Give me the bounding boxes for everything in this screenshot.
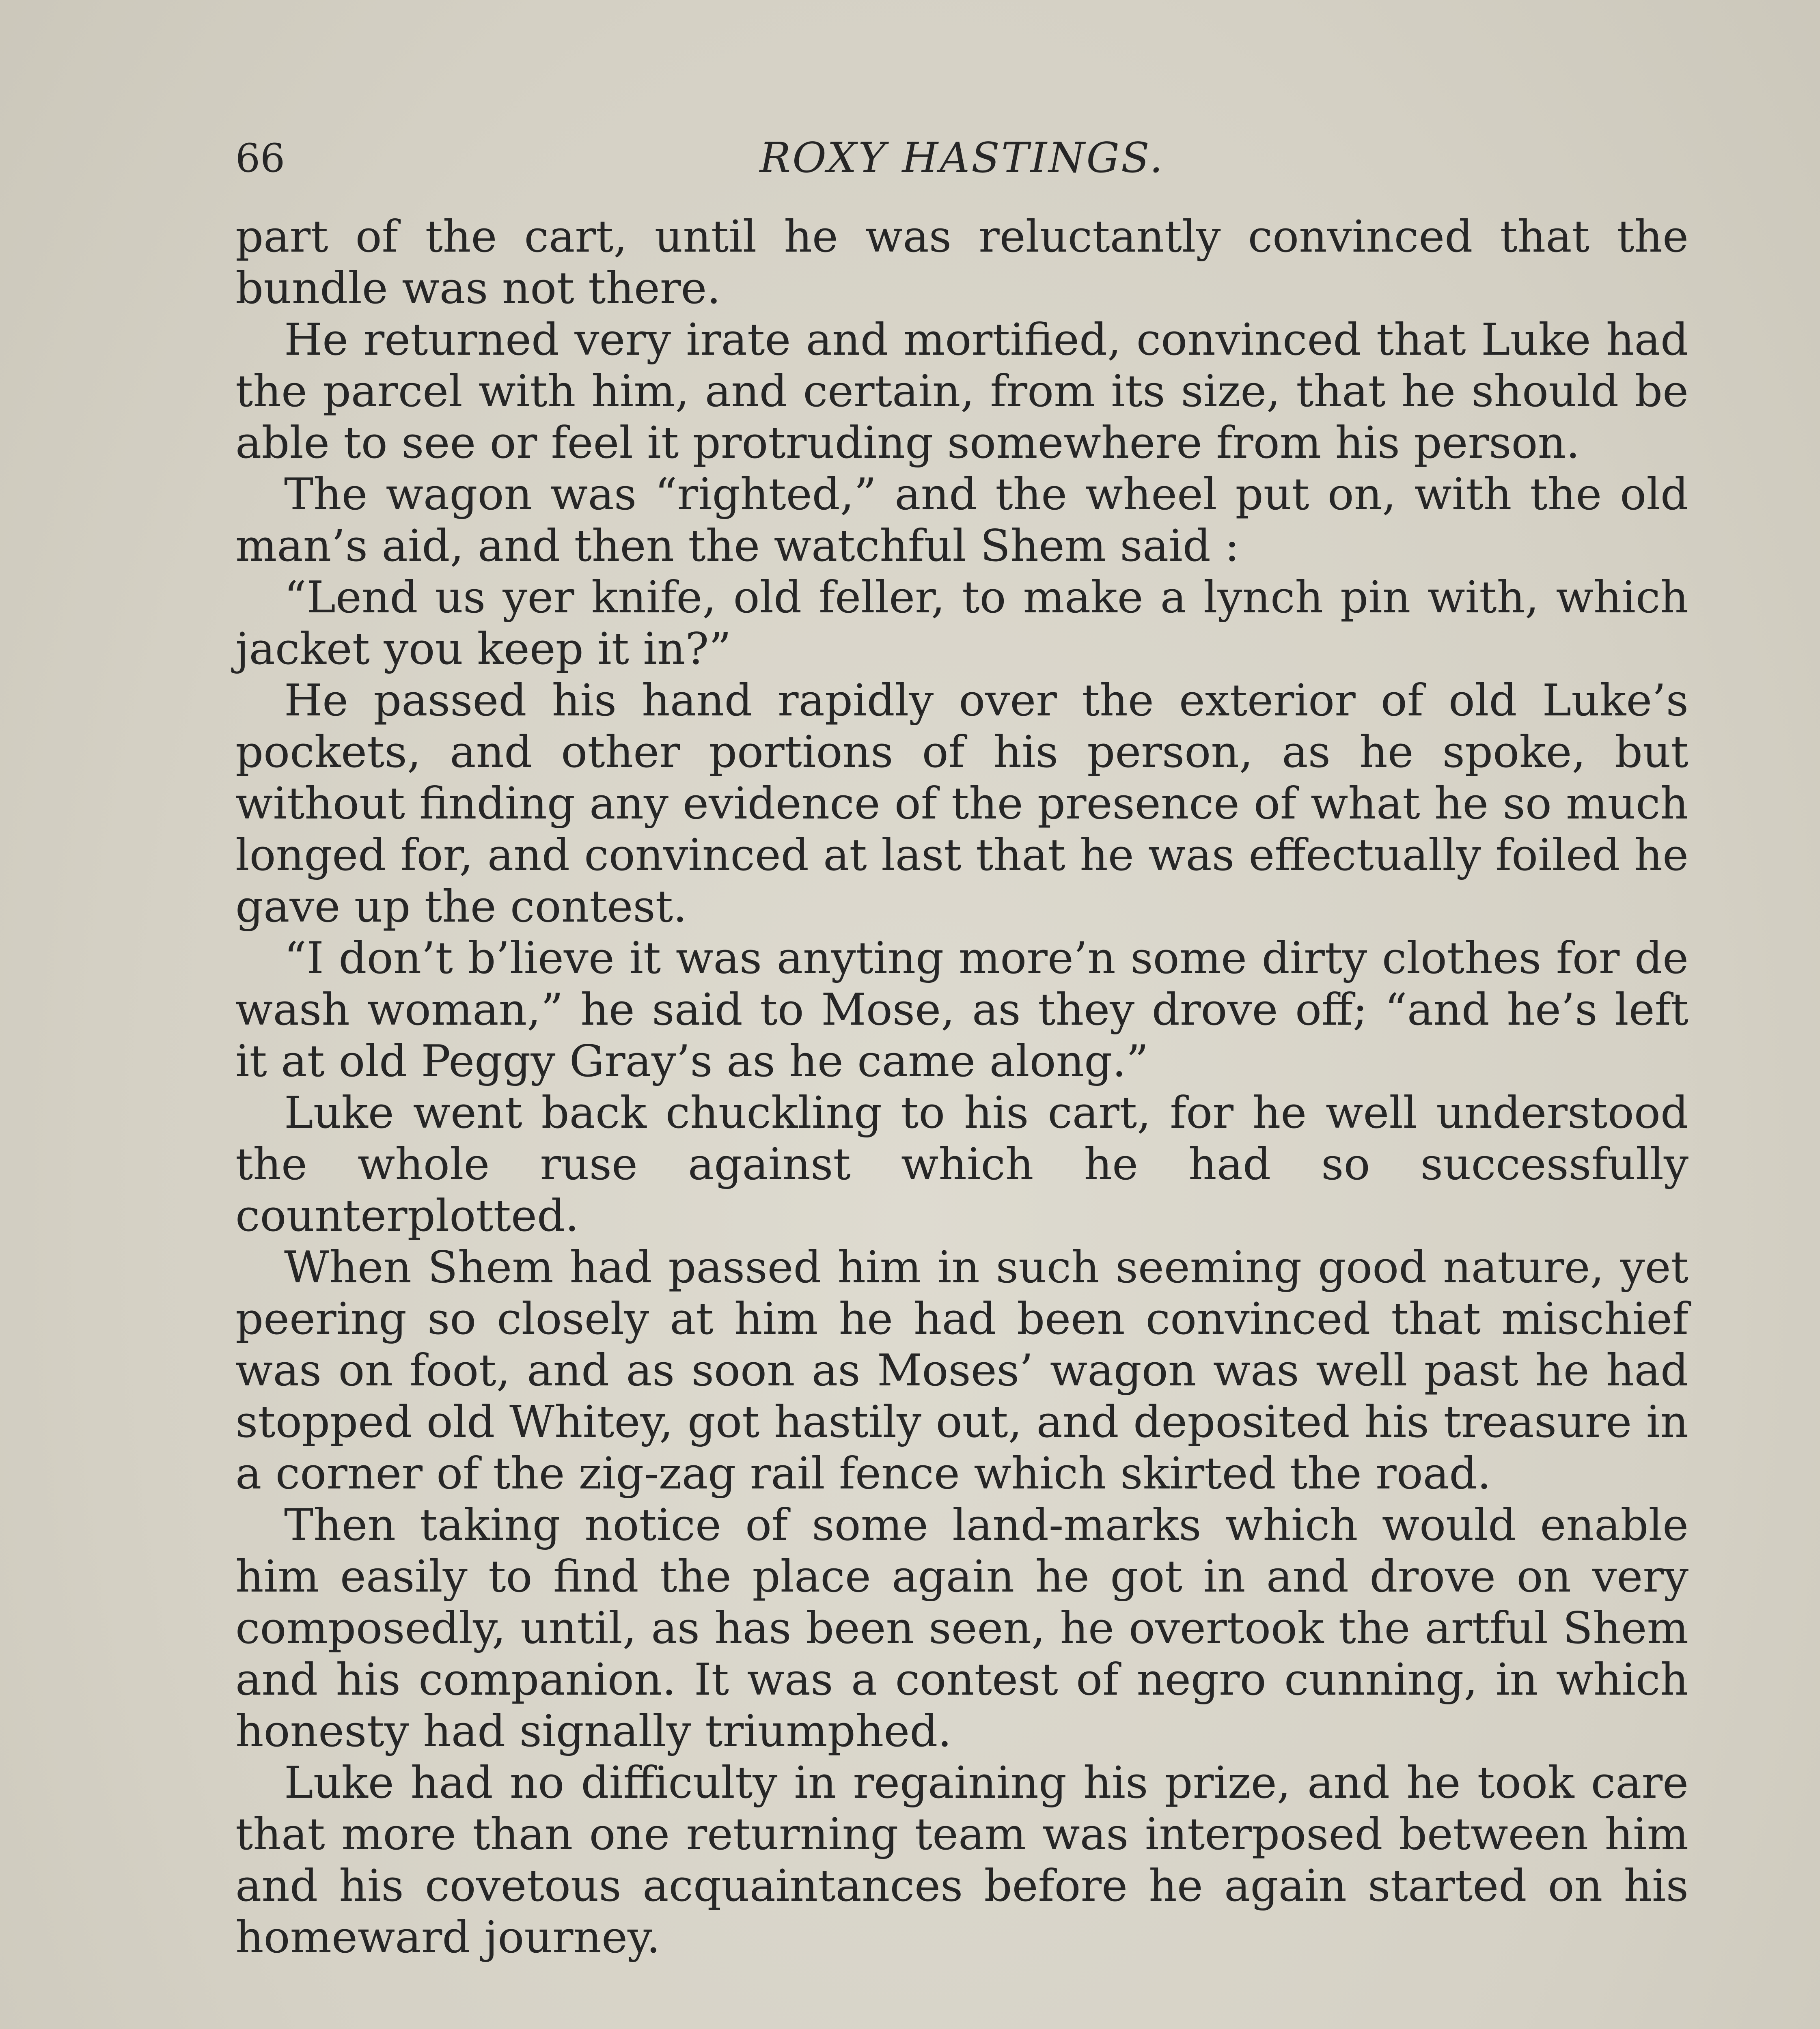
- running-head: [235, 134, 1688, 183]
- page-number: 66: [235, 136, 285, 181]
- paragraph: part of the cart, until he was reluctantly convinced that the bundle was not there.: [235, 211, 1688, 314]
- paragraph: He passed his hand rapidly over the exterior of old Luke’s pockets, and other portions of his person, as he spoke, but without finding any evidence of the presence of what he so much longed for, and convinced at last that he was effectually foiled he gave up the contest.: [235, 675, 1688, 932]
- paragraph: Luke went back chuckling to his cart, for he well understood the whole ruse against which he had so successfully counterplotted.: [235, 1088, 1688, 1241]
- paragraph: He returned very irate and mortified, convinced that Luke had the parcel with him, and certain, from its size, that he should be able to see or feel it protruding somewhere from his person.: [235, 314, 1688, 468]
- body-text: [235, 211, 1688, 1963]
- paragraph: When Shem had passed him in such seeming good nature, yet peering so closely at him he had been convinced that mischief was on foot, and as soon as Moses’ wagon was well past he had stopped old Whitey, got hastily out, and deposited his treasure in a corner of the zig-zag rail fence which skirted the road.: [235, 1242, 1688, 1499]
- paragraph: Luke had no difficulty in regaining his prize, and he took care that more than one returning team was interposed between him and his covetous acquaintances before he again started on his homeward journey.: [235, 1758, 1688, 1963]
- paragraph: Then taking notice of some land-marks which would enable him easily to find the place again he got in and drove on very composedly, until, as has been seen, he overtook the artful Shem and his companion. It was a contest of negro cunning, in which honesty had signally triumphed.: [235, 1500, 1688, 1757]
- paragraph: “Lend us yer knife, old feller, to make a lynch pin with, which jacket you keep it in?”: [235, 572, 1688, 674]
- paragraph: “I don’t b’lieve it was anyting more’n some dirty clothes for de wash woman,” he said to Mose, as they drove off; “and he’s left it at old Peggy Gray’s as he came along.”: [235, 933, 1688, 1087]
- running-title: ROXY HASTINGS.: [759, 134, 1164, 182]
- paragraph: The wagon was “righted,” and the wheel put on, with the old man’s aid, and then the watchful Shem said :: [235, 469, 1688, 571]
